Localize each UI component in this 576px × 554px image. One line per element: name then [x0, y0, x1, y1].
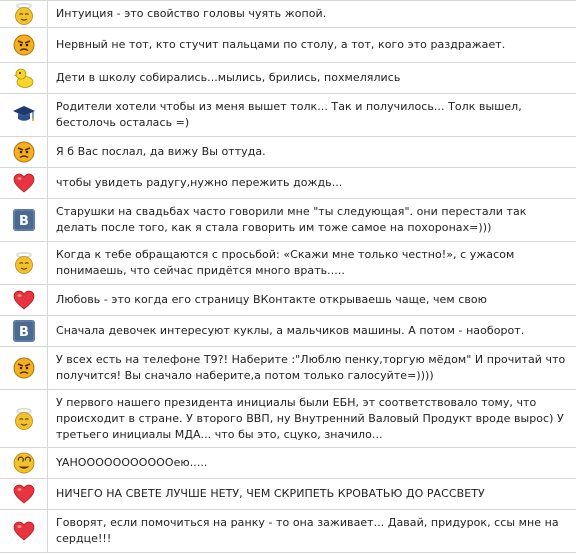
status-row[interactable] — [0, 390, 576, 448]
status-row[interactable] — [0, 448, 576, 479]
status-icon-cell — [0, 316, 48, 346]
status-text: Я б Вас послал, да вижу Вы оттуда. — [56, 145, 266, 158]
status-row[interactable] — [0, 94, 576, 137]
status-text: Родители хотели чтобы из меня вышет толк... Так и получилось... Толк вышел, бестолочь осталась =) — [56, 100, 522, 129]
heart-icon — [12, 288, 36, 312]
angry-smiley-icon — [12, 33, 36, 57]
status-row[interactable] — [0, 316, 576, 347]
status-icon-cell — [0, 390, 48, 447]
status-icon-cell — [0, 168, 48, 198]
status-row[interactable] — [0, 242, 576, 285]
angel-smiley-icon — [12, 407, 36, 431]
status-icon-cell — [0, 285, 48, 315]
vk-logo-icon — [12, 208, 36, 232]
status-text: Любовь - это когда его страницу ВКонтакте открываешь чаще, чем свою — [56, 293, 487, 306]
status-text: У всех есть на телефоне Т9?! Наберите :"Люблю пенку,торгую мёдом" И прочитай что получится! Вы сначало наберите,а потом только галосуйте=)))) — [56, 353, 566, 382]
status-text: YAHOOOOOOOOOOOeю..... — [56, 456, 208, 469]
status-row[interactable] — [0, 137, 576, 168]
status-text: чтобы увидеть радугу,нужно пережить дождь... — [56, 176, 343, 189]
angel-smiley-icon — [12, 251, 36, 275]
angel-smiley-icon — [12, 2, 36, 26]
heart-icon — [12, 482, 36, 506]
status-text: Старушки на свадьбах часто говорили мне "ты следующая". они перестали так делать после того, как я стала говорить им тоже самое на похоронах=))) — [56, 205, 527, 234]
status-row[interactable] — [0, 1, 576, 28]
status-text: У первого нашего президента инициалы были ЕБН, эт соответствовало тому, что происходит в стране. У второго ВВП, ну Внутренний Валовый Продукт вроде вырос) У третьего инициалы МДА... что бы это, сцуко, значило... — [56, 395, 564, 441]
dizzy-smiley-icon — [12, 451, 36, 475]
status-row[interactable] — [0, 285, 576, 316]
status-icon-cell — [0, 28, 48, 62]
status-row[interactable] — [0, 63, 576, 94]
status-icon-cell — [0, 510, 48, 552]
status-icon-cell — [0, 347, 48, 389]
status-icon-cell — [0, 479, 48, 509]
status-icon-cell — [0, 63, 48, 93]
status-row[interactable] — [0, 347, 576, 390]
status-row[interactable] — [0, 510, 576, 553]
status-row[interactable] — [0, 479, 576, 510]
status-icon-cell — [0, 448, 48, 478]
vk-logo-icon — [12, 319, 36, 343]
status-icon-cell — [0, 242, 48, 284]
status-text: Интуиция - это свойство головы чуять жопой. — [56, 7, 327, 20]
status-icon-cell — [0, 1, 48, 27]
status-row[interactable] — [0, 168, 576, 199]
svg-text:В: В — [18, 214, 29, 229]
status-text: Дети в школу собирались...мылись, брились, похмелялись — [56, 71, 401, 84]
status-row[interactable] — [0, 28, 576, 63]
heart-icon — [12, 519, 36, 543]
angry-smiley-icon — [12, 140, 36, 164]
status-row[interactable] — [0, 199, 576, 242]
svg-text:В: В — [18, 325, 29, 340]
status-text: Когда к тебе обращаются с просьбой: «Скажи мне только честно!», с ужасом понимаешь, что сейчас придётся много врать..... — [56, 248, 515, 277]
status-icon-cell — [0, 94, 48, 136]
graduation-cap-icon — [12, 103, 36, 127]
status-text: Сначала девочек интересуют куклы, а мальчиков машины. А потом - наоборот. — [56, 324, 525, 337]
heart-icon — [12, 171, 36, 195]
status-icon-cell — [0, 137, 48, 167]
duck-icon — [12, 66, 36, 90]
angry-smiley-icon — [12, 356, 36, 380]
status-text: НИЧЕГО НА СВЕТЕ ЛУЧШЕ НЕТУ, ЧЕМ СКРИПЕТЬ КРОВАТЬЮ ДО РАССВЕТУ — [56, 487, 485, 500]
status-text: Нервный не тот, кто стучит пальцами по столу, а тот, кого это раздражает. — [56, 38, 506, 51]
status-text: Говорят, если помочиться на ранку - то она заживает... Давай, придурок, ссы мне на сердце!!! — [56, 516, 559, 545]
status-icon-cell — [0, 199, 48, 241]
